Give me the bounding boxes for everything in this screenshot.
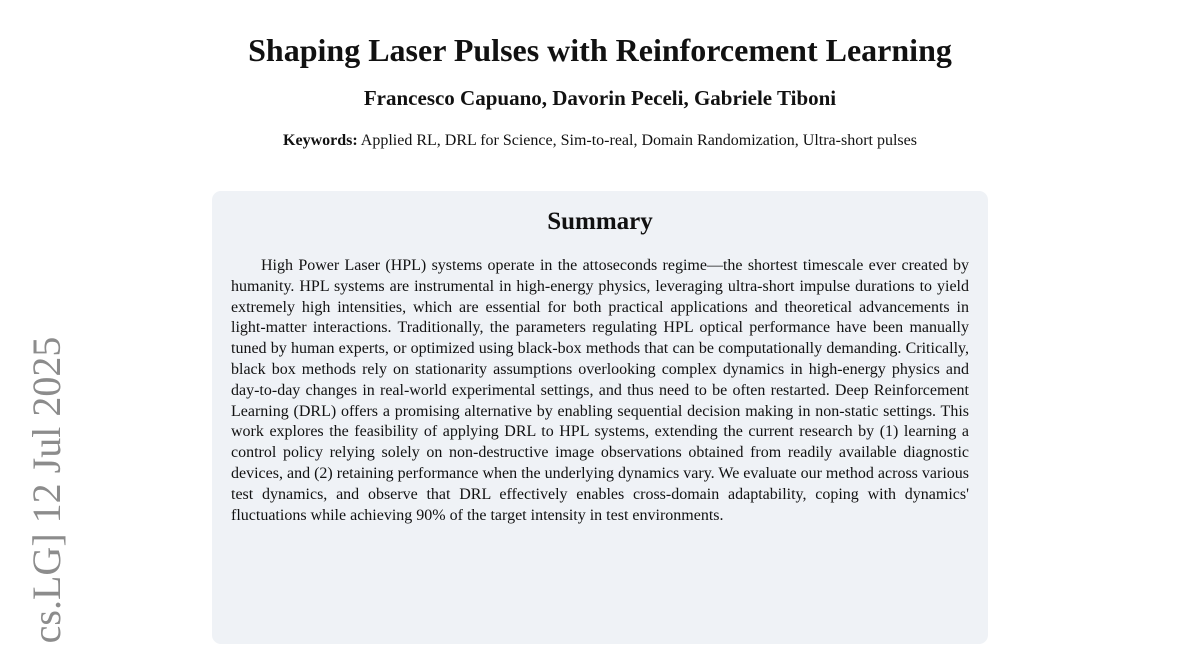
keywords-line <box>0 130 1200 152</box>
arxiv-stamp-text: cs.LG] 12 Jul 2025 <box>24 336 69 644</box>
keywords-list: Applied RL, DRL for Science, Sim-to-real, Domain Randomization, Ultra-short pulses <box>360 132 917 149</box>
keywords-label: Keywords: <box>283 132 358 149</box>
summary-box <box>212 191 988 644</box>
summary-heading: Summary <box>547 208 653 235</box>
summary-body: High Power Laser (HPL) systems operate in the attoseconds regime—the shortest timescale ever created by humanity. HPL systems are instrumental in high-energy physics, leveraging ultra-short impulse durations to yield extremely high intensities, which are essential for both practical applications and theoretical advancements in light-matter interactions. Traditionally, the parameters regulating HPL optical performance have been manually tuned by human experts, or optimized using black-box methods that can be computationally demanding. Critically, black box methods rely on stationarity assumptions overlooking complex dynamics in high-energy physics and day-to-day changes in real-world experimental settings, and thus need to be often restarted. Deep Reinforcement Learning (DRL) offers a promising alternative by enabling sequential decision making in non-static settings. This work explores the feasibility of applying DRL to HPL systems, extending the current research by (1) learning a control policy relying solely on non-destructive image observations obtained from readily available diagnostic devices, and (2) retaining performance when the underlying dynamics vary. We evaluate our method across various test dynamics, and observe that DRL effectively enables cross-domain adaptability, coping with dynamics' fluctuations while achieving 90% of the target intensity in test environments. <box>231 257 970 524</box>
paper-title: Shaping Laser Pulses with Reinforcement Learning <box>248 32 952 68</box>
paper-authors: Francesco Capuano, Davorin Peceli, Gabriele Tiboni <box>363 86 837 110</box>
